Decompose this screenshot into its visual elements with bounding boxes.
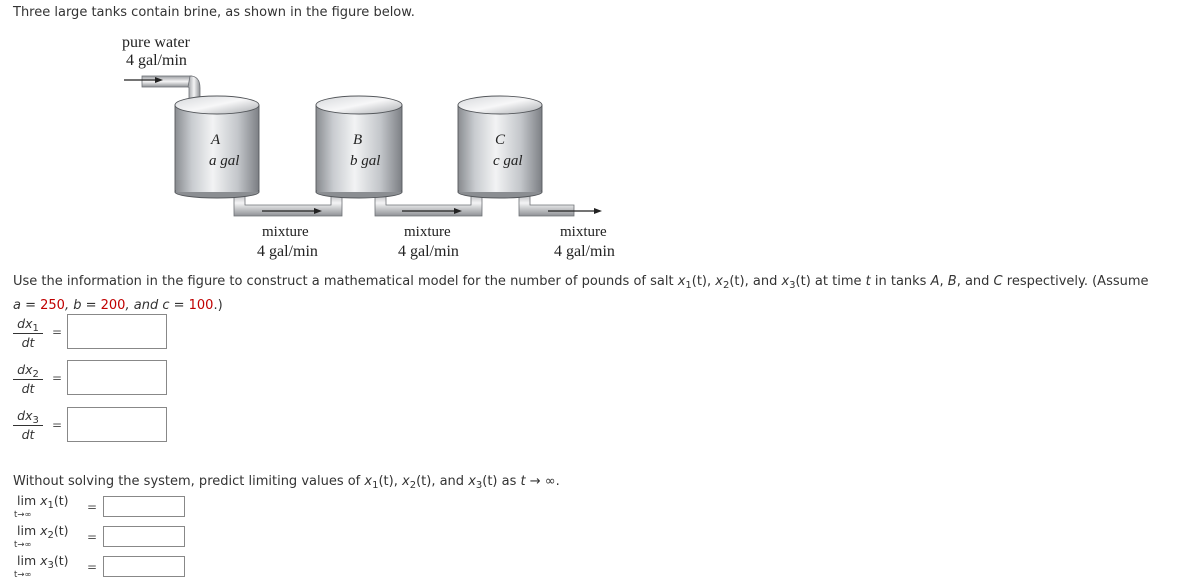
flow-ab-label: mixture: [262, 224, 309, 240]
dx1-equals: =: [52, 325, 63, 339]
lim-x2-label: $\lim x_2(t)$: [17, 523, 69, 541]
question-text: Use the information in the figure to construct a mathematical model for the number of pounds of salt $x_1(t)$, $x_2(t)$, and $x_3(t)$ at time t in tanks A, B, and C respectively. (Assume a = 250, b = 200, and c = 100.): [13, 274, 1149, 313]
inflow-pipe: [142, 76, 192, 87]
lim-x2-answer-input[interactable]: [103, 526, 185, 547]
lim-x3-answer-input[interactable]: [103, 556, 185, 577]
tank-diagram: [0, 0, 1186, 270]
tank-a-name: A: [211, 132, 221, 148]
dx2-equals: =: [52, 371, 63, 385]
dx3-dt-fraction: $dx_3$ dt: [13, 408, 43, 442]
lim-x2-under: t→∞: [14, 540, 32, 550]
flow-ab-rate: 4 gal/min: [257, 243, 318, 260]
dx2-dt-answer-input[interactable]: [67, 360, 167, 395]
lim-x1-label: $\lim x_1(t)$: [17, 493, 69, 511]
lim-x1-equals: =: [87, 500, 98, 514]
lim-x2-equals: =: [87, 530, 98, 544]
dx3-dt-answer-input[interactable]: [67, 407, 167, 442]
lim-x1-answer-input[interactable]: [103, 496, 185, 517]
intro-text: Three large tanks contain brine, as shown in the figure below.: [13, 5, 415, 20]
lim-x3-label: $\lim x_3(t)$: [17, 553, 69, 571]
lim-x3-under: t→∞: [14, 570, 32, 580]
inflow-rate: 4 gal/min: [126, 52, 187, 69]
tank-a-volume: a gal: [209, 153, 240, 169]
tank-b-volume: b gal: [350, 153, 381, 169]
tank-b-name: B: [353, 132, 363, 148]
lim-x3-equals: =: [87, 560, 98, 574]
dx1-dt-answer-input[interactable]: [67, 314, 167, 349]
flow-out-label: mixture: [560, 224, 607, 240]
dx2-dt-fraction: $dx_2$ dt: [13, 362, 43, 396]
limits-question-text: Without solving the system, predict limiting values of $x_1(t)$, $x_2(t)$, and $x_3(t)$ as t → ∞.: [13, 474, 560, 491]
dx3-equals: =: [52, 418, 63, 432]
c-value: 100: [188, 298, 214, 313]
inflow-label: pure water: [122, 34, 190, 51]
flow-bc-label: mixture: [404, 224, 451, 240]
flow-out-rate: 4 gal/min: [554, 243, 615, 260]
lim-x1-under: t→∞: [14, 510, 32, 520]
dx1-dt-fraction: $dx_1$ dt: [13, 316, 43, 350]
tank-c-volume: c gal: [493, 153, 523, 169]
a-value: 250: [40, 298, 65, 313]
tank-c-name: C: [495, 132, 506, 148]
b-value: 200: [100, 298, 126, 313]
flow-bc-rate: 4 gal/min: [398, 243, 459, 260]
